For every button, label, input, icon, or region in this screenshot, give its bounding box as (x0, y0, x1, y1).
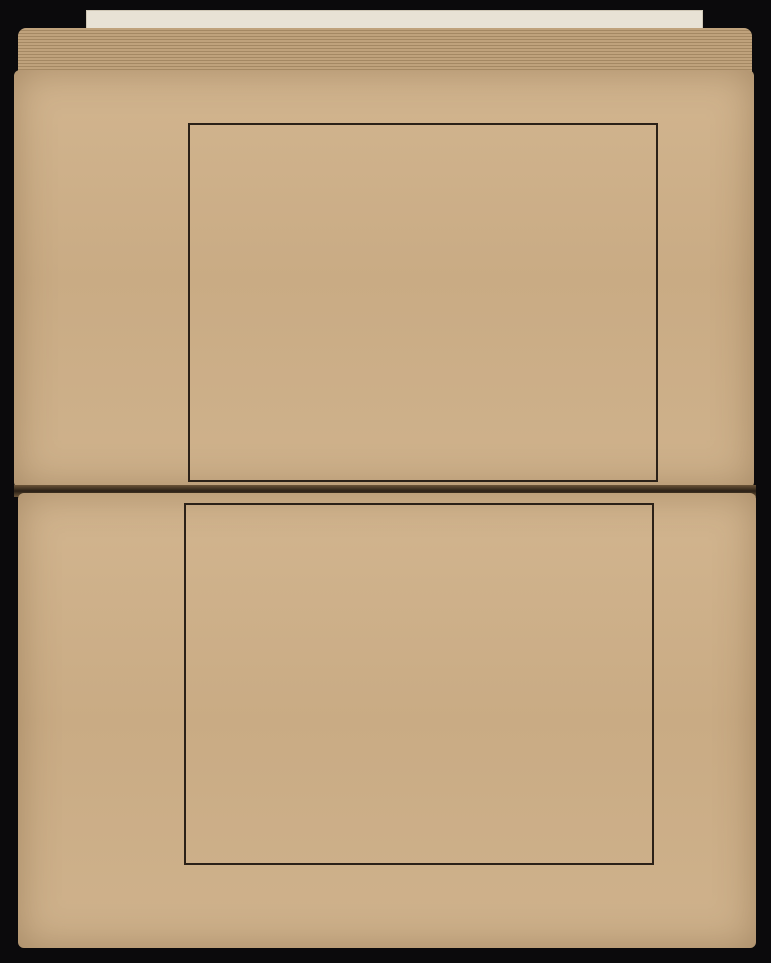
page-edges (18, 28, 752, 74)
lower-table (184, 503, 654, 865)
upper-table (188, 123, 658, 482)
